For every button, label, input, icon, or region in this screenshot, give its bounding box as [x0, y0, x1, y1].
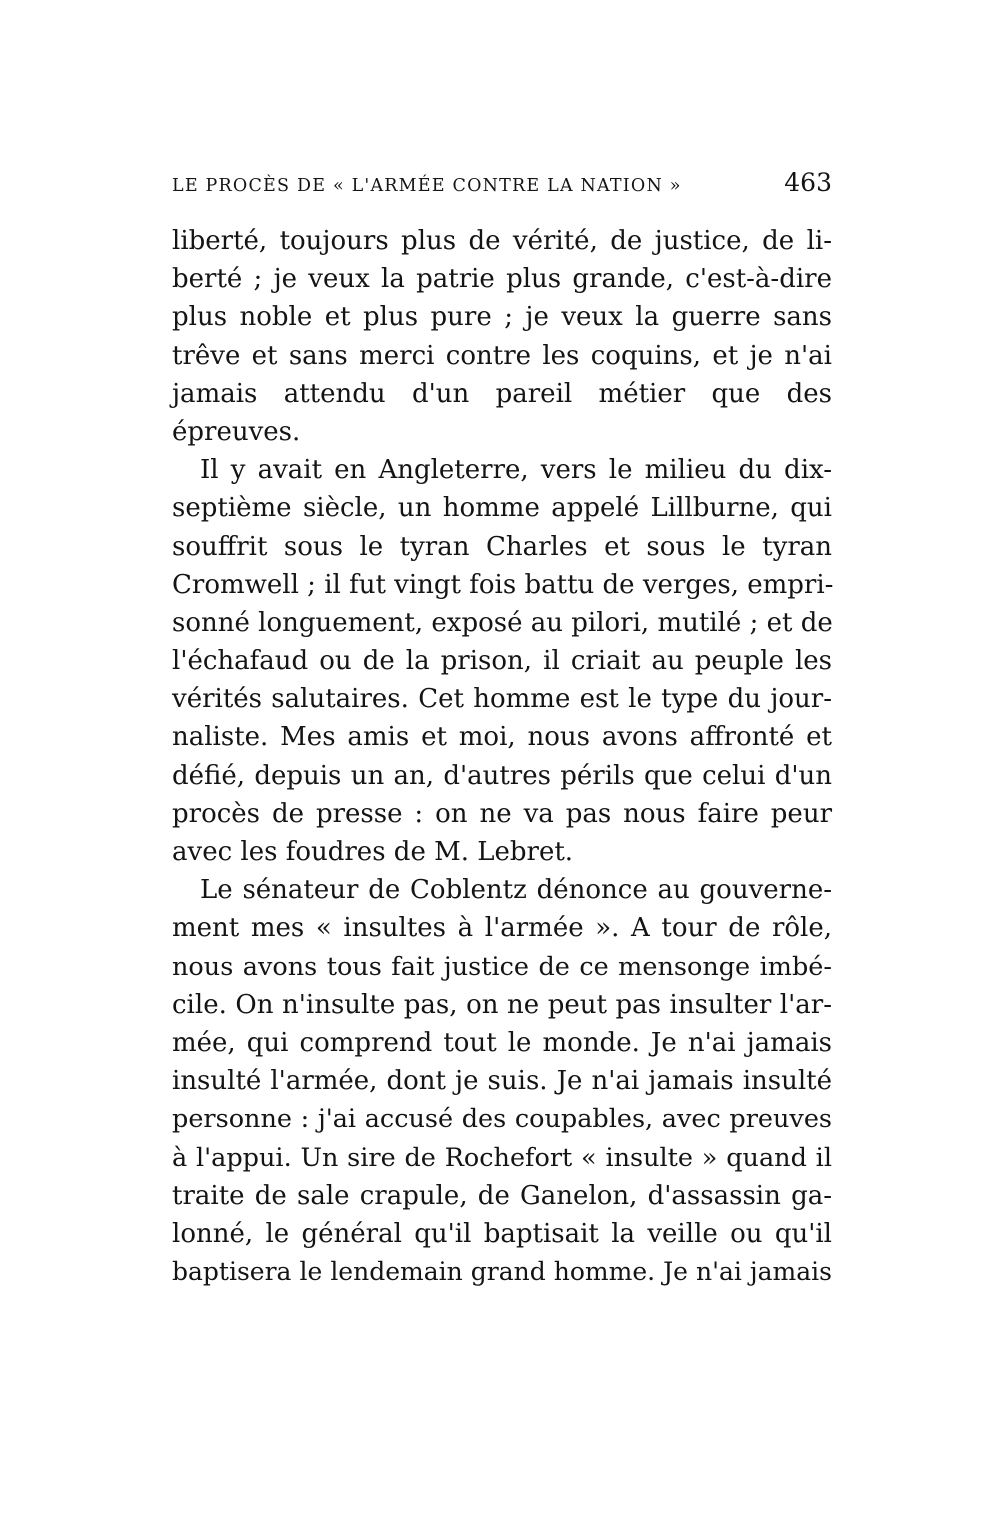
text-line: ment mes « insultes à l'armée ». A tour de rôle,: [172, 913, 832, 944]
text-line: à l'appui. Un sire de Rochefort « insulte » quand il: [172, 1142, 832, 1173]
text-line: nous avons tous fait justice de ce mensonge imbé-: [172, 951, 832, 982]
page-number: 463: [784, 168, 832, 197]
text-line: berté ; je veux la patrie plus grande, c'est-à-dire: [172, 264, 832, 295]
text-line: baptisera le lendemain grand homme. Je n'ai jamais: [172, 1257, 832, 1287]
text-line: personne : j'ai accusé des coupables, avec preuves: [172, 1104, 832, 1135]
text-line: sonné longuement, exposé au pilori, mutilé ; et de: [172, 607, 833, 638]
text-line: cile. On n'insulte pas, on ne peut pas insulter l'ar-: [172, 989, 832, 1020]
text-line: mée, qui comprend tout le monde. Je n'ai jamais: [172, 1027, 832, 1058]
text-line: septième siècle, un homme appelé Lillburne, qui: [172, 493, 832, 524]
text-line: Le sénateur de Coblentz dénonce au gouverne-: [200, 875, 832, 906]
running-head: [172, 168, 832, 204]
running-title: LE PROCÈS DE « L'ARMÉE CONTRE LA NATION »: [172, 176, 682, 196]
text-line: Il y avait en Angleterre, vers le milieu du dix-: [200, 455, 832, 486]
text-line: Cromwell ; il fut vingt fois battu de verges, empri-: [172, 569, 834, 600]
text-line: liberté, toujours plus de vérité, de justice, de li-: [172, 226, 832, 256]
text-line: vérités salutaires. Cet homme est le type du jour-: [172, 684, 832, 715]
text-line: l'échafaud ou de la prison, il criait au peuple les: [172, 646, 832, 677]
text-line: traite de sale crapule, de Ganelon, d'assassin ga-: [172, 1180, 832, 1211]
text-line: lonné, le général qu'il baptisait la veille ou qu'il: [172, 1218, 832, 1249]
text-line: trêve et sans merci contre les coquins, et je n'ai: [172, 340, 832, 371]
text-line: naliste. Mes amis et moi, nous avons affronté et: [172, 722, 832, 753]
text-line: souffrit sous le tyran Charles et sous le tyran: [172, 531, 832, 562]
text-line: défié, depuis un an, d'autres périls que celui d'un: [172, 760, 832, 791]
text-line: avec les foudres de M. Lebret.: [172, 837, 574, 867]
body-text: [172, 222, 832, 1291]
text-line: procès de presse : on ne va pas nous faire peur: [172, 798, 832, 829]
text-line: épreuves.: [172, 416, 301, 447]
text-line: insulté l'armée, dont je suis. Je n'ai jamais insulté: [172, 1066, 832, 1097]
text-line: jamais attendu d'un pareil métier que des: [172, 378, 832, 409]
text-line: plus noble et plus pure ; je veux la guerre sans: [172, 302, 832, 333]
